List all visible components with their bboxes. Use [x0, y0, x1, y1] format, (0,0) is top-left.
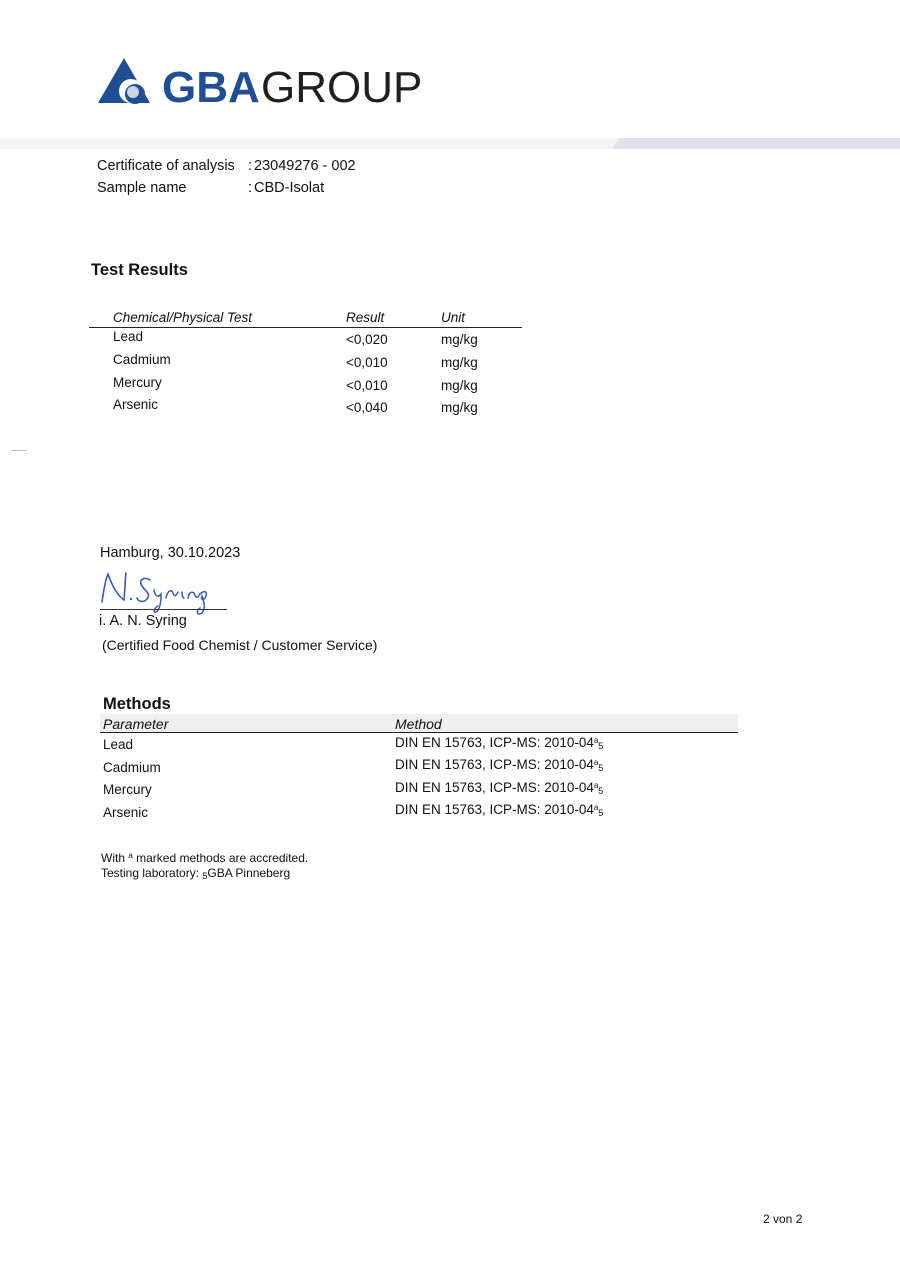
test-row-lead-name: Lead: [113, 329, 144, 344]
test-results-heading: Test Results: [91, 261, 188, 279]
test-row-arsenic-result: <0,040: [346, 400, 388, 415]
test-row-cadmium-result: <0,010: [346, 355, 388, 370]
test-row-lead-unit: mg/kg: [441, 332, 478, 347]
test-row-cadmium-name: Cadmium: [113, 352, 171, 367]
sample-separator: :: [248, 180, 253, 196]
certificate-number: 23049276 - 002: [254, 158, 356, 174]
test-results-header-rule: [89, 327, 522, 328]
page-number: 2 von 2: [763, 1212, 803, 1226]
test-row-mercury-unit: mg/kg: [441, 378, 478, 393]
method-row-arsenic-parameter: Arsenic: [103, 805, 149, 820]
test-row-mercury-name: Mercury: [113, 375, 162, 390]
method-row-arsenic-method: DIN EN 15763, ICP-MS: $2010-04^a_5$: [395, 802, 604, 818]
col-header-result: Result: [346, 310, 385, 325]
test-row-lead-result: <0,020: [346, 332, 388, 347]
testing-laboratory-note: Testing laboratory: $_5$GBA Pinneberg: [101, 866, 291, 881]
method-row-lead-method: DIN EN 15763, ICP-MS: $2010-04^a_5$: [395, 735, 604, 751]
method-row-mercury-parameter: Mercury: [103, 782, 152, 797]
test-row-arsenic-name: Arsenic: [113, 397, 159, 412]
test-row-mercury-result: <0,010: [346, 378, 388, 393]
methods-heading: Methods: [103, 695, 171, 713]
place-and-date: Hamburg, 30.10.2023: [100, 545, 241, 561]
header-band: [0, 138, 900, 149]
certificate-separator: :: [248, 158, 253, 174]
logo-brand-light: GROUP: [261, 63, 423, 107]
col-header-parameter: Parameter: [103, 716, 169, 732]
methods-header-rule: [100, 732, 738, 733]
method-row-cadmium-parameter: Cadmium: [103, 760, 161, 775]
test-row-arsenic-unit: mg/kg: [441, 400, 478, 415]
col-header-method: Method: [395, 716, 442, 732]
signer-name: i. A. N. Syring: [99, 613, 187, 629]
method-row-lead-parameter: Lead: [103, 737, 134, 752]
accreditation-note: With $^a$ marked methods are accredited.: [101, 851, 309, 865]
signature-line: [100, 609, 227, 610]
margin-fold-mark: [12, 450, 26, 451]
certificate-label: Certificate of analysis: [97, 158, 235, 174]
col-header-unit: Unit: [441, 310, 466, 325]
sample-label: Sample name: [97, 180, 187, 196]
logo-brand-bold: GBA: [162, 63, 260, 107]
sample-name: CBD-Isolat: [254, 180, 325, 196]
signer-role: (Certified Food Chemist / Customer Service): [102, 637, 378, 653]
method-row-cadmium-method: DIN EN 15763, ICP-MS: $2010-04^a_5$: [395, 757, 604, 773]
method-row-mercury-method: DIN EN 15763, ICP-MS: $2010-04^a_5$: [395, 780, 604, 796]
gba-group-logo: [98, 55, 428, 107]
test-row-cadmium-unit: mg/kg: [441, 355, 478, 370]
col-header-test: Chemical/Physical Test: [113, 310, 253, 325]
